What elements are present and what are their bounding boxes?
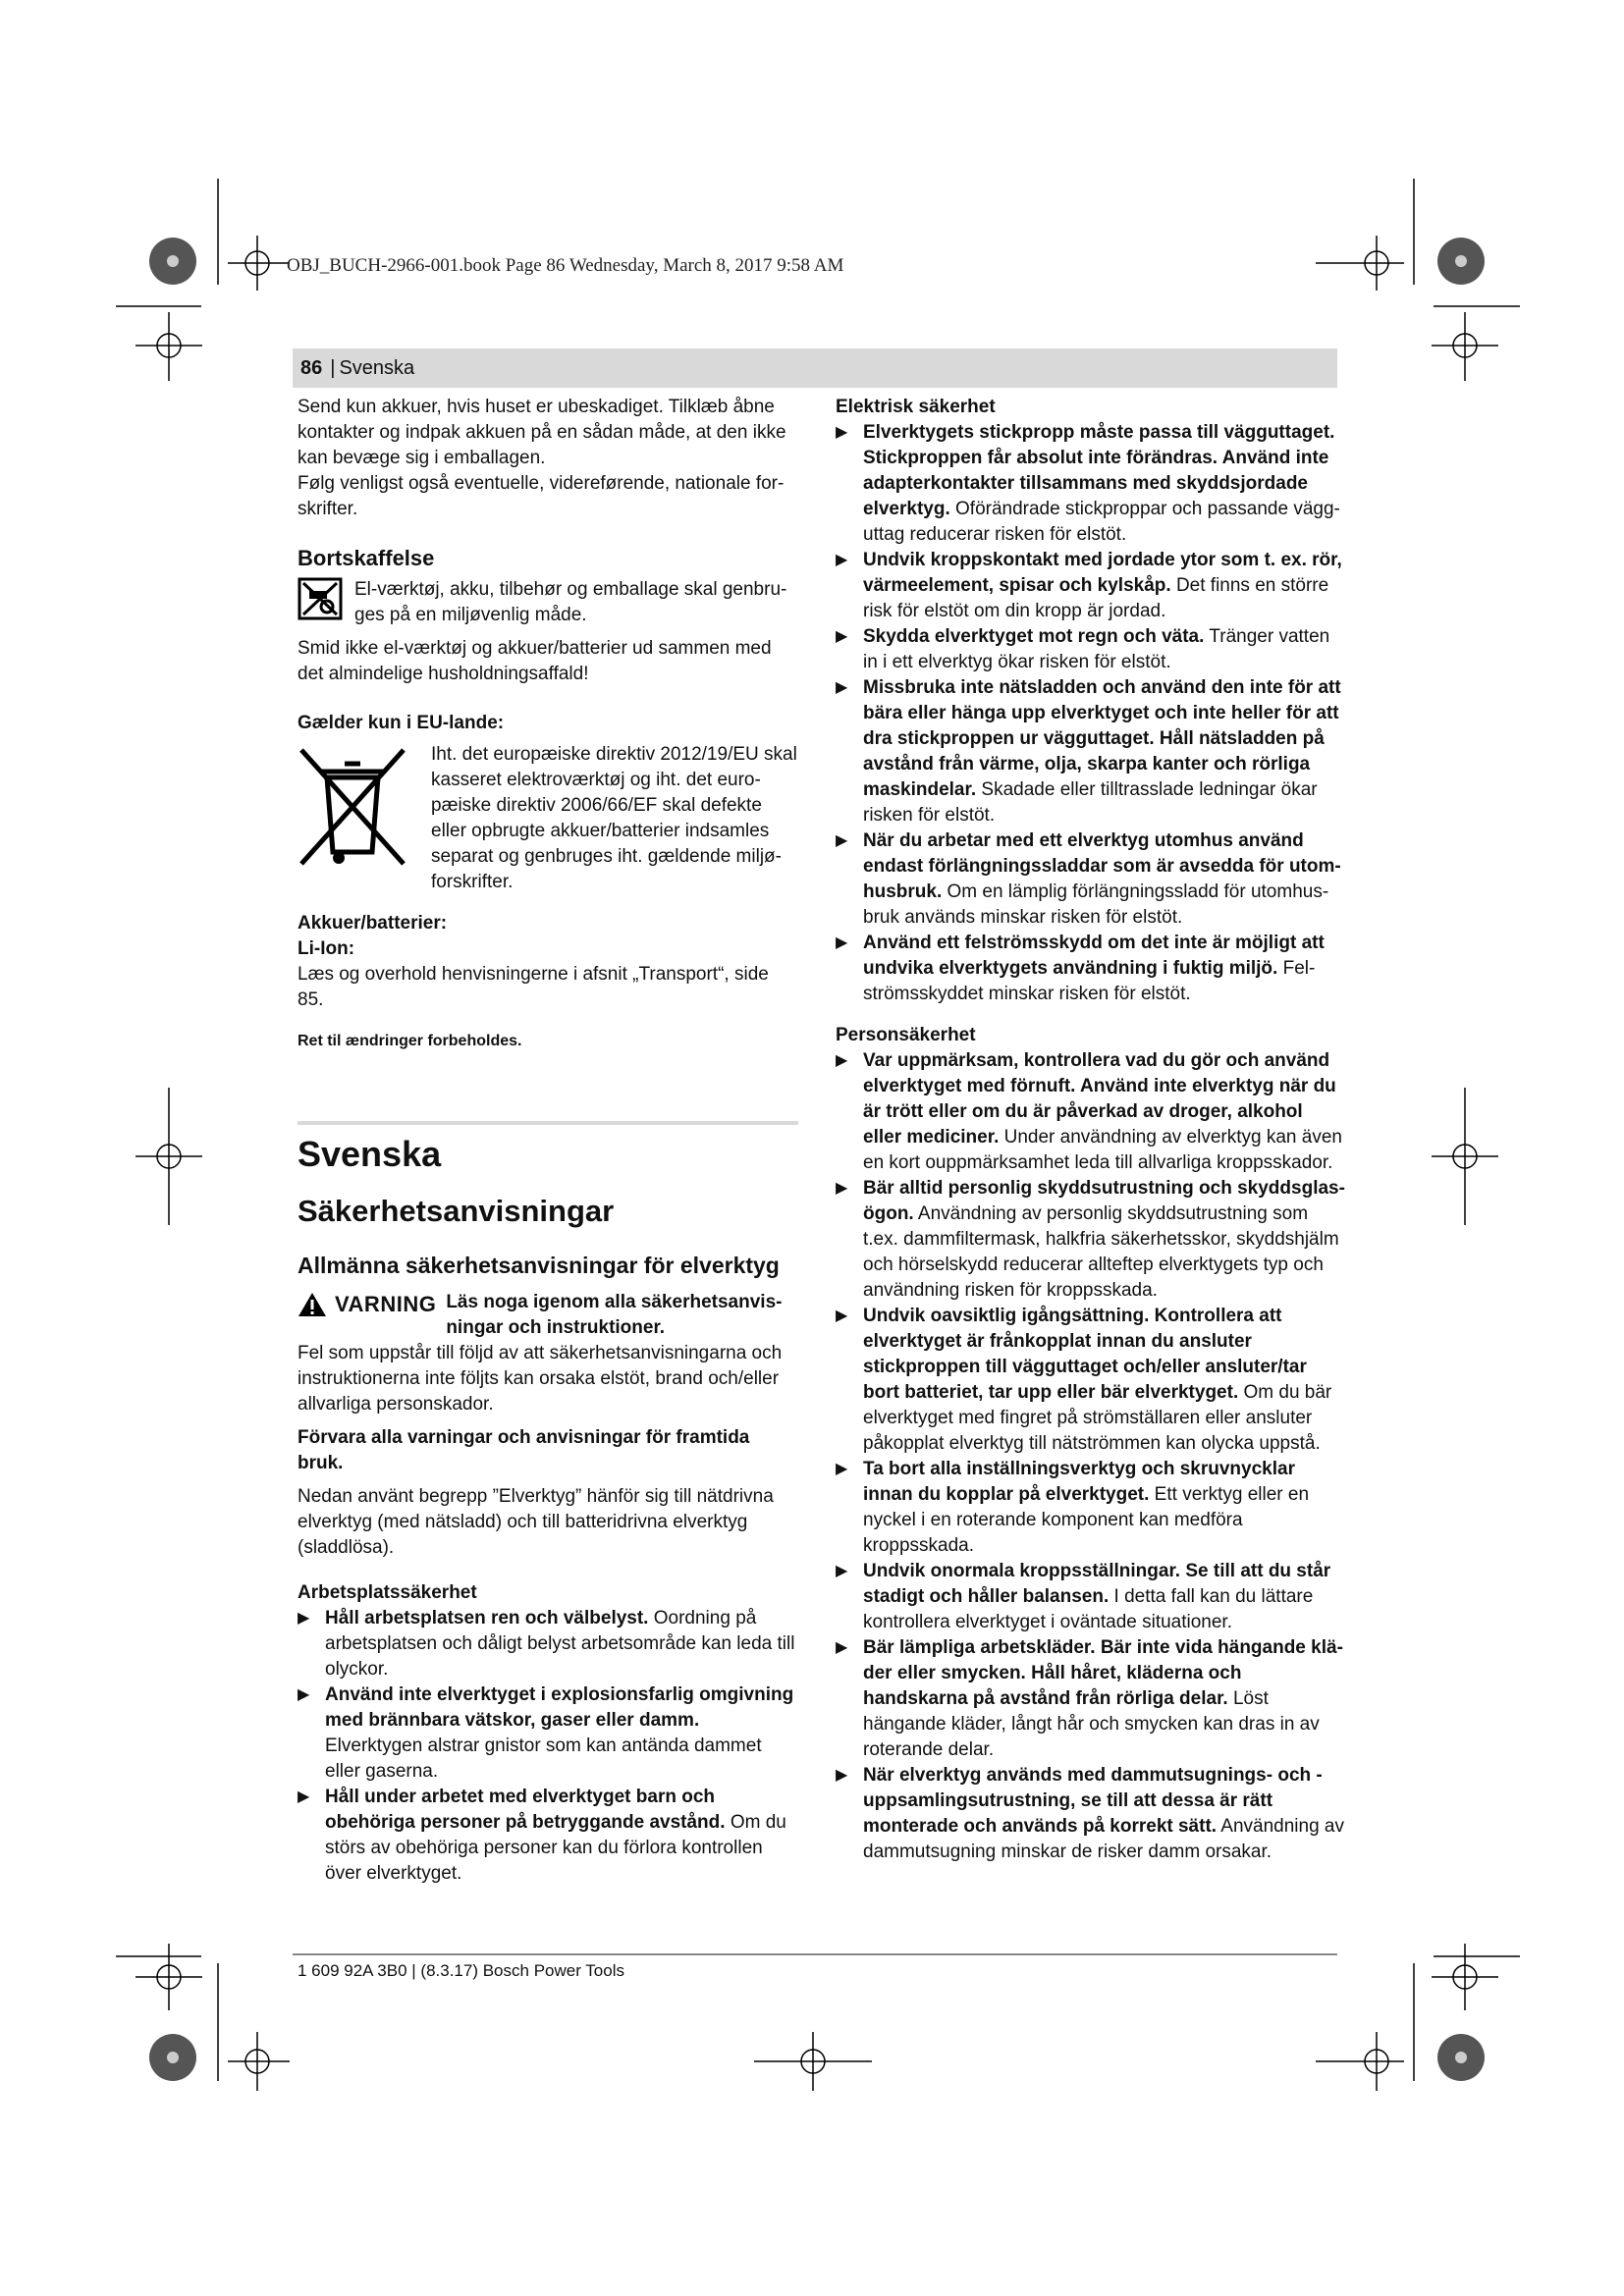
triangle-bullet-icon: ▶ — [836, 1563, 848, 1579]
personal-list — [836, 1048, 1346, 1865]
list-item — [836, 1176, 1346, 1304]
page-number: 86 — [300, 356, 323, 379]
list-item — [836, 1559, 1346, 1635]
list-item — [298, 1682, 798, 1785]
disposal-row — [298, 577, 798, 628]
list-item — [836, 1763, 1346, 1865]
item-bold: Håll under arbetet med elverktyget barn och obehöriga personer på betryggande avstånd. — [325, 1787, 726, 1833]
eu-text: Iht. det europæiske direktiv 2012/19/EU skal kasseret elektroværktøj og iht. det europæiske direktiv 2006/66/EF skal defekte eller opbrugte akkuer/batterier indsamles separat og genbruges iht. gældende miljøforskrifter. — [431, 744, 797, 892]
item-bold: När du arbetar med ett elverktyg utomhus använd endast förlängningssladdar som är avsedda för utomhusbruk. — [863, 830, 1341, 902]
item-bold: Undvik oavsiktlig igångsättning. Kontrollera att elverktyget är frånkopplat innan du ansluter stickproppen till vägguttaget och/eller ansluter/tar bort batteriet, tar upp eller bär elverktyget. — [863, 1306, 1307, 1403]
warning-triangle-icon — [298, 1292, 327, 1317]
item-text: Om du bär elverktyget med fingret på strömställaren eller ansluter påkopplat elverktyg till nätströmmen kan olycka uppstå. — [863, 1382, 1332, 1454]
triangle-bullet-icon: ▶ — [298, 1686, 310, 1703]
triangle-bullet-icon: ▶ — [836, 424, 848, 441]
list-item — [836, 1048, 1346, 1176]
safety-heading: Säkerhetsanvisningar — [298, 1194, 615, 1228]
warning-line — [298, 1290, 798, 1341]
item-bold: Bär alltid personlig skyddsutrustning och skyddsglasögon. — [863, 1178, 1345, 1224]
recycle-tools-icon — [298, 577, 343, 620]
list-item — [836, 1457, 1346, 1559]
item-text: Elverktygen alstrar gnistor som kan antända dammet eller gaserna. — [325, 1735, 762, 1782]
electric-list — [836, 420, 1346, 1007]
workplace-heading: Arbetsplatssäkerhet — [298, 1582, 477, 1603]
print-slug: OBJ_BUCH-2966-001.book Page 86 Wednesday, March 8, 2017 9:58 AM — [287, 255, 844, 276]
item-text: Tränger vatten in i ett elverktyg ökar risken för elstöt. — [863, 626, 1330, 672]
warning-block — [298, 1290, 798, 1417]
eu-row — [298, 742, 798, 895]
header-separator: | — [330, 356, 336, 379]
header-language: Svenska — [339, 356, 415, 379]
electric-heading: Elektrisk säkerhet — [836, 397, 996, 417]
item-bold: Använd inte elverktyget i explosionsfarlig omgivning med brännbara vätskor, gaser eller damm. — [325, 1684, 794, 1731]
item-text: I detta fall kan du lättare kontrollera elverktyget i oväntade situationer. — [863, 1586, 1314, 1632]
disposal-text: El-værktøj, akku, tilbehør og emballage skal genbruges på en miljøvenlig måde. — [354, 579, 787, 625]
eu-heading: Gælder kun i EU-lande: — [298, 713, 505, 733]
triangle-bullet-icon: ▶ — [836, 1639, 848, 1656]
item-bold: Skydda elverktyget mot regn och väta. — [863, 626, 1205, 647]
household-text: Smid ikke el-værktøj og akkuer/batterier ud sammen med det almindelige husholdningsaffald! — [298, 638, 772, 684]
item-text: Skadade eller tilltrasslade ledningar ökar risken för elstöt. — [863, 779, 1318, 826]
liion-heading: Li-Ion: — [298, 938, 355, 959]
definition-text: Nedan använt begrepp ”Elverktyg” hänför sig till nätdrivna elverktyg (med nätsladd) och till batteridrivna elverktyg (sladdlösa). — [298, 1486, 774, 1558]
list-item — [836, 548, 1346, 624]
triangle-bullet-icon: ▶ — [836, 552, 848, 568]
item-bold: Undvik kroppskontakt med jordade ytor som t. ex. rör, värmeelement, spisar och kylskåp. — [863, 550, 1342, 596]
warning-badge — [298, 1292, 436, 1317]
keep-instructions: Förvara alla varningar och anvisningar för framtida bruk. — [298, 1427, 750, 1473]
footer: 1 609 92A 3B0 | (8.3.17) Bosch Power Tools — [298, 1961, 624, 1980]
triangle-bullet-icon: ▶ — [836, 1461, 848, 1477]
warning-word: VARNING — [335, 1292, 437, 1316]
triangle-bullet-icon: ▶ — [836, 1308, 848, 1324]
warning-bold-text: Läs noga igenom alla säkerhetsanvisningar och instruktioner. — [446, 1292, 783, 1338]
list-item — [298, 1785, 798, 1887]
right-column — [836, 395, 1346, 1865]
item-bold: Bär lämpliga arbetskläder. Bär inte vida hängande kläder eller smycken. Håll håret, kläderna och handskarna på avstånd från rörliga delar. — [863, 1637, 1343, 1709]
left-column — [298, 395, 798, 1887]
workplace-list — [298, 1606, 798, 1887]
list-item — [836, 931, 1346, 1007]
item-bold: När elverktyg används med dammutsugnings- och -uppsamlingsutrustning, se till att dessa är rätt monterade och används på korrekt sätt. — [863, 1765, 1323, 1837]
intro-text-2: Følg venligst også eventuelle, videreførende, nationale forskrifter. — [298, 473, 785, 519]
item-bold: Missbruka inte nätsladden och använd den inte för att bära eller hänga upp elverktyget och inte heller för att dra stickproppen ur vägguttaget. Håll nätsladden på avstånd från värme, olja, skarpa kanter och rörliga maskindelar. — [863, 677, 1341, 800]
warning-rest-text: Fel som uppstår till följd av att säkerhetsanvisningarna och instruktionerna inte följts kan orsaka elstöt, brand och/eller allvarliga personskador. — [298, 1343, 783, 1415]
list-item — [298, 1606, 798, 1682]
list-item — [836, 1635, 1346, 1763]
triangle-bullet-icon: ▶ — [836, 934, 848, 951]
triangle-bullet-icon: ▶ — [836, 628, 848, 645]
crossed-out-bin-icon — [298, 742, 407, 870]
item-text: Under användning av elverktyg kan även en kort ouppmärksamhet leda till allvarliga kroppsskador. — [863, 1127, 1342, 1173]
item-text: Det finns en större risk för elstöt om din kropp är jordad. — [863, 575, 1329, 621]
item-bold: Undvik onormala kroppsställningar. Se till att du står stadigt och håller balansen. — [863, 1561, 1331, 1607]
general-heading: Allmänna säkerhetsanvisningar för elverktyg — [298, 1253, 780, 1278]
item-bold: Använd ett felströmsskydd om det inte är möjligt att undvika elverktygets användning i fuktig miljö. — [863, 933, 1325, 979]
item-text: Oordning på arbetsplatsen och dåligt belyst arbetsområde kan leda till olyckor. — [325, 1608, 795, 1680]
item-text: Användning av dammutsugning minskar de risker damm orsakar. — [863, 1816, 1345, 1862]
triangle-bullet-icon: ▶ — [836, 1180, 848, 1197]
battery-heading: Akkuer/batterier: — [298, 913, 448, 934]
item-text: Om du störs av obehöriga personer kan du förlora kontrollen över elverktyget. — [325, 1812, 786, 1884]
list-item — [836, 675, 1346, 828]
changes-note: Ret til ændringer forbeholdes. — [298, 1033, 522, 1049]
triangle-bullet-icon: ▶ — [836, 1052, 848, 1069]
list-item — [836, 420, 1346, 548]
item-text: Felströmsskyddet minskar risken för elstöt. — [863, 958, 1316, 1004]
item-bold: Elverktygets stickpropp måste passa till vägguttaget. Stickproppen får absolut inte förändras. Använd inte adapterkontakter tillsammans med skyddsjordade elverktyg. — [863, 422, 1335, 519]
language-heading: Svenska — [298, 1134, 442, 1174]
item-bold: Var uppmärksam, kontrollera vad du gör och använd elverktyget med förnuft. Använd inte elverktyg när du är trött eller om du är påverkad av droger, alkohol eller mediciner. — [863, 1050, 1336, 1148]
personal-heading: Personsäkerhet — [836, 1025, 976, 1045]
page-header — [293, 348, 1337, 388]
item-bold: Ta bort alla inställningsverktyg och skruvnycklar innan du kopplar på elverktyget. — [863, 1459, 1295, 1505]
item-text: Oförändrade stickproppar och passande vägguttag reducerar risken för elstöt. — [863, 499, 1340, 545]
item-bold: Håll arbetsplatsen ren och välbelyst. — [325, 1608, 649, 1629]
list-item — [836, 828, 1346, 931]
liion-text: Læs og overhold henvisningerne i afsnit „Transport“, side 85. — [298, 964, 769, 1010]
list-item — [836, 624, 1346, 675]
section-rule — [298, 1121, 798, 1125]
item-text: Om en lämplig förlängningssladd för utomhusbruk används minskar risken för elstöt. — [863, 881, 1329, 928]
intro-text: Send kun akkuer, hvis huset er ubeskadiget. Tilklæb åbne kontakter og indpak akkuen på en sådan måde, at den ikke kan bevæge sig i emballagen. — [298, 397, 786, 468]
triangle-bullet-icon: ▶ — [298, 1610, 310, 1627]
item-text: Löst hängande kläder, långt hår och smycken kan dras in av roterande delar. — [863, 1688, 1320, 1760]
list-item — [836, 1304, 1346, 1457]
triangle-bullet-icon: ▶ — [836, 1767, 848, 1784]
item-text: Användning av personlig skyddsutrustning som t.ex. dammfiltermask, halkfria säkerhetsskor, skyddshjälm och hörselskydd reducerar allteftер elverktygets typ och användning risken för kroppsskada. — [863, 1203, 1339, 1301]
disposal-heading: Bortskaffelse — [298, 546, 435, 570]
triangle-bullet-icon: ▶ — [836, 832, 848, 849]
triangle-bullet-icon: ▶ — [298, 1789, 310, 1805]
triangle-bullet-icon: ▶ — [836, 679, 848, 696]
footer-rule — [293, 1953, 1337, 1955]
item-text: Ett verktyg eller en nyckel i en roterande komponent kan medföra kroppsskada. — [863, 1484, 1310, 1556]
